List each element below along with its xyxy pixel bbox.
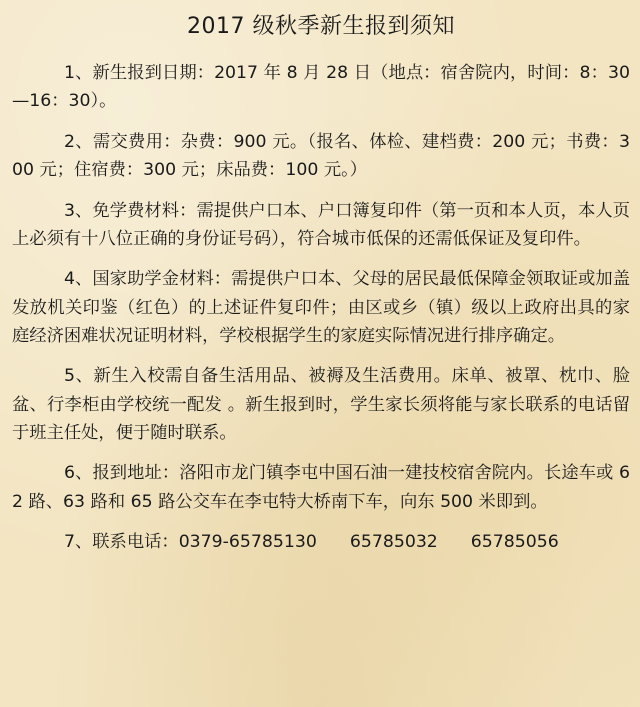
notice-item-address: 6、报到地址：洛阳市龙门镇李屯中国石油一建技校宿舍院内。长途车或 62 路、63 路和 65 路公交车在李屯特大桥南下车，向东 500 米即到。 [12, 463, 630, 512]
contact-label: 7、联系电话： [64, 532, 179, 553]
notice-item-registration-date: 1、新生报到日期：2017 年 8 月 28 日（地点：宿舍院内，时间：8：30—16：30）。 [12, 63, 630, 112]
notice-title: 2017 级秋季新生报到须知 [187, 14, 455, 39]
notice-item-tuition-exemption: 3、免学费材料：需提供户口本、户口簿复印件（第一页和本人页，本人页上必须有十八位正确的身份证号码），符合城市低保的还需低保证及复印件。 [12, 200, 630, 249]
contact-spacer-2 [438, 532, 471, 552]
contact-phone-2: 65785032 [349, 532, 438, 553]
notice-item-financial-aid: 4、国家助学金材料：需提供户口本、父母的居民最低保障金领取证或加盖发放机关印鉴（红色）的上述证件复印件；由区或乡（镇）级以上政府出具的家庭经济困难状况证明材料，学校根据学生的家庭实际情况进行排序确定。 [12, 269, 630, 346]
notice-item-supplies: 5、新生入校需自备生活用品、被褥及生活费用。床单、被罩、枕巾、脸盆、行李柜由学校统一配发 。新生报到时，学生家长须将能与家长联系的电话留于班主任处，便于随时联系。 [12, 366, 630, 443]
contact-spacer-1 [317, 532, 350, 552]
notice-item-contact [12, 528, 630, 556]
contact-phone-1: 0379-65785130 [178, 532, 317, 553]
notice-item-fees: 2、需交费用：杂费：900 元。（报名、体检、建档费：200 元；书费：300 元；住宿费：300 元；床品费：100 元。） [12, 131, 630, 180]
contact-phone-3: 65785056 [470, 532, 559, 553]
